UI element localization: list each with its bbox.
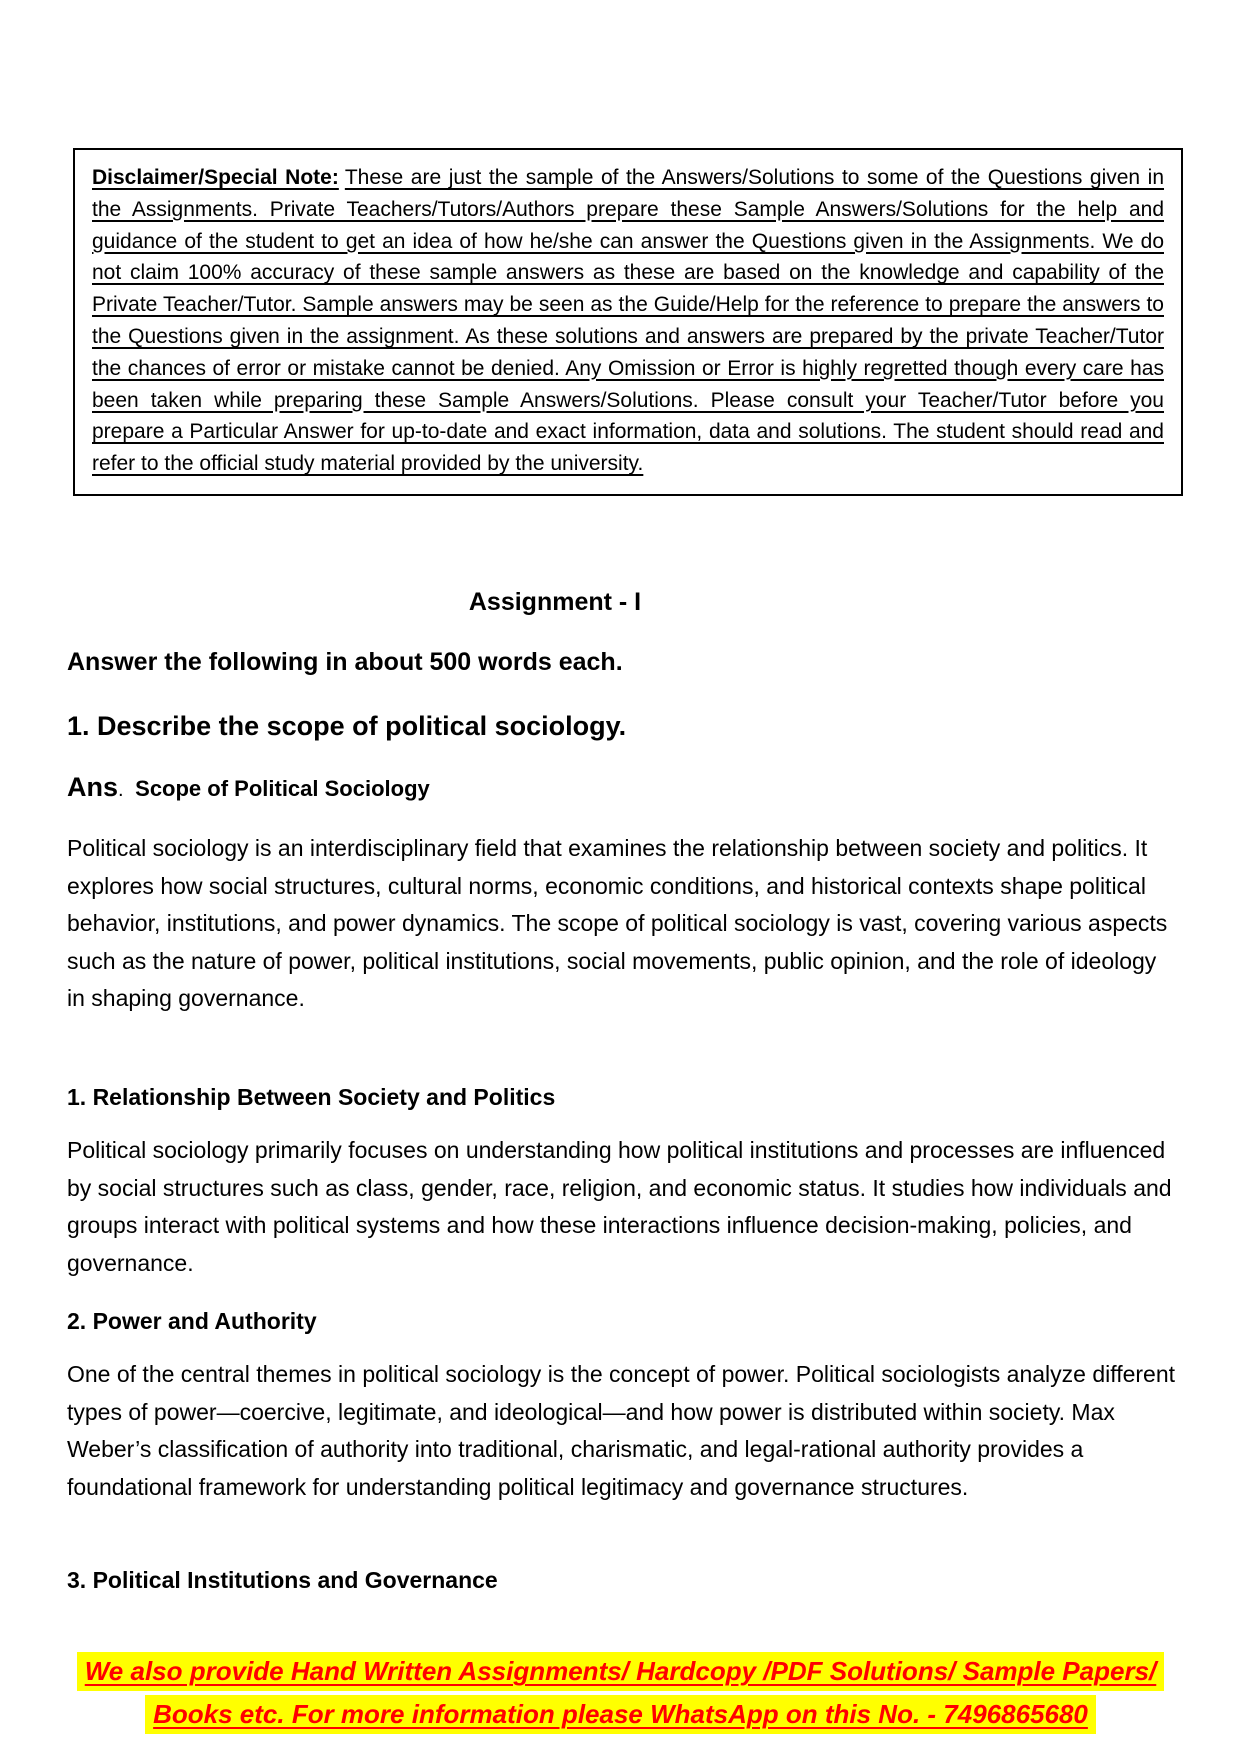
section-2-heading: 2. Power and Authority: [67, 1308, 317, 1334]
answer-separator: .: [118, 779, 130, 801]
disclaimer-label: Disclaimer/Special Note:: [92, 166, 339, 189]
disclaimer-body: These are just the sample of the Answers/Solutions to some of the Questions given in the Assignments. Private Teachers/Tutors/Authors prepare these Sample Answers/Solutions for the help and guidance of the student to get an idea of how he/she can answer the Questions given in the Assignments. We do not claim 100% accuracy of these sample answers as these are based on the knowledge and capability of the Private Teacher/Tutor. Sample answers may be seen as the Guide/Help for the reference to prepare the answers to the Questions given in the assignment. As these solutions and answers are prepared by the private Teacher/Tutor the chances of error or mistake cannot be denied. Any Omission or Error is highly regretted though every care has been taken while preparing these Sample Answers/Solutions. Please consult your Teacher/Tutor before you prepare a Particular Answer for up-to-date and exact information, data and solutions. The student should read and refer to the official study material provided by the university.: [92, 166, 1165, 476]
section-1-heading: 1. Relationship Between Society and Politics: [67, 1084, 556, 1110]
answer-title: Scope of Political Sociology: [135, 776, 430, 801]
question-heading: 1. Describe the scope of political sociology.: [67, 711, 627, 741]
section-3-heading: 3. Political Institutions and Governance: [67, 1567, 498, 1593]
disclaimer-box: [73, 148, 1183, 496]
instruction-heading: Answer the following in about 500 words each.: [67, 648, 623, 676]
answer-label: Ans: [67, 772, 119, 802]
footer-banner: [0, 1652, 1241, 1738]
section-2-paragraph: One of the central themes in political sociology is the concept of power. Political sociologists analyze different types of power—coercive, legitimate, and ideological—and how power is distributed within society. Max Weber’s classification of authority into traditional, charismatic, and legal-rational authority provides a foundational framework for understanding political legitimacy and governance structures.: [67, 1361, 1176, 1500]
footer-text-line-1: We also provide Hand Written Assignments/ Hardcopy /PDF Solutions/ Sample Papers/: [77, 1652, 1165, 1691]
section-1-paragraph: Political sociology primarily focuses on understanding how political institutions and processes are influenced by social structures such as class, gender, race, religion, and economic status. It studies how individuals and groups interact with political systems and how these interactions influence decision-making, policies, and governance.: [67, 1137, 1172, 1276]
footer-line: [0, 1695, 1241, 1738]
answer-heading-line: [67, 772, 430, 803]
answer-intro-paragraph: Political sociology is an interdisciplinary field that examines the relationship between society and politics. It explores how social structures, cultural norms, economic conditions, and historical contexts shape political behavior, institutions, and power dynamics. The scope of political sociology is vast, covering various aspects such as the nature of power, political institutions, social movements, public opinion, and the role of ideology in shaping governance.: [67, 835, 1168, 1011]
footer-line: [0, 1652, 1241, 1695]
assignment-title: Assignment - I: [468, 588, 642, 616]
footer-text-line-2: Books etc. For more information please WhatsApp on this No. - 7496865680: [145, 1695, 1096, 1734]
